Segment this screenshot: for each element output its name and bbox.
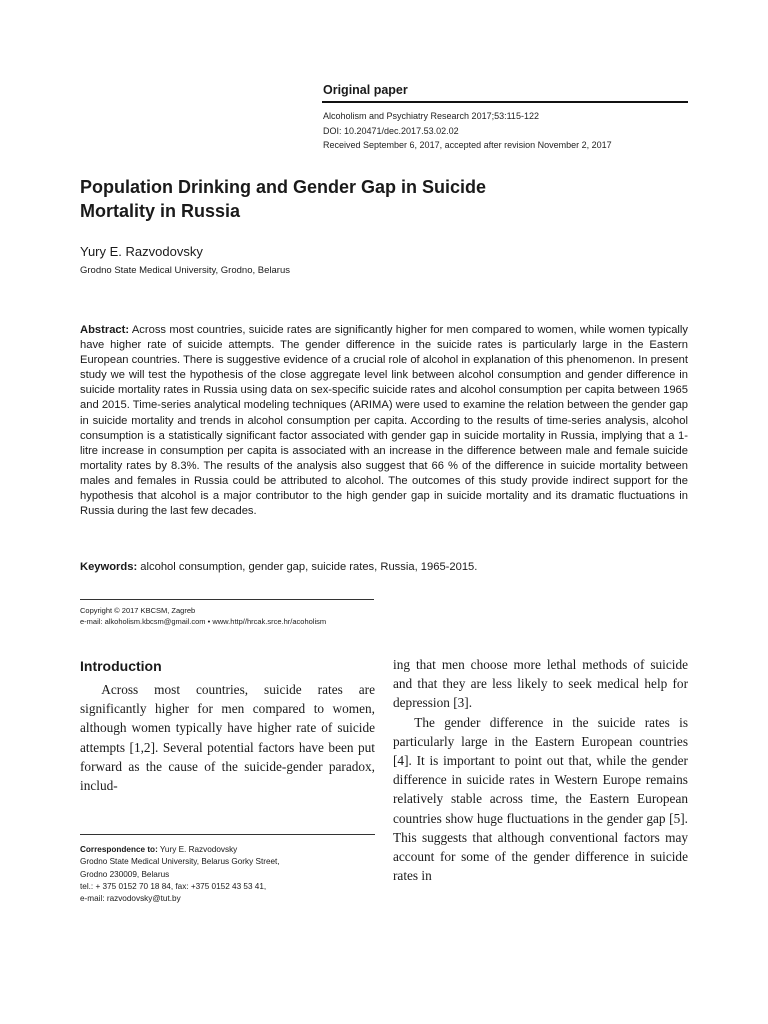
correspondence-address: Grodno State Medical University, Belarus Gorky Street, xyxy=(80,857,280,867)
title-line-1: Population Drinking and Gender Gap in Suicide xyxy=(80,177,487,197)
correspondence-rule xyxy=(80,834,375,835)
abstract-label: Abstract: xyxy=(80,324,130,336)
journal-citation: Alcoholism and Psychiatry Research 2017;53:115-122 xyxy=(323,111,539,121)
copyright-rule xyxy=(80,599,374,600)
abstract xyxy=(80,323,688,519)
title-line-2: Mortality in Russia xyxy=(80,201,241,221)
header-rule xyxy=(322,101,688,103)
keywords xyxy=(80,561,688,573)
author-name: Yury E. Razvodovsky xyxy=(80,244,203,259)
correspondence-phone: tel.: + 375 0152 70 18 84, fax: +375 0152 43 53 41, xyxy=(80,881,267,891)
keywords-label: Keywords: xyxy=(80,561,138,573)
doi: DOI: 10.20471/dec.2017.53.02.02 xyxy=(323,126,459,136)
correspondence-name: Yury E. Razvodovsky xyxy=(157,845,238,854)
intro-paragraph-2: The gender difference in the suicide rates is particularly large in the Eastern European countries [4]. It is important to point out that, while the gender difference in suicide rates in Western Europe remains relatively stable across time, the Eastern European countries show huge fluctuations in the gender gap [5]. This suggests that although conventional factors may account for some of the gender difference in suicide rates in xyxy=(393,714,688,884)
abstract-text: Across most countries, suicide rates are significantly higher for men compared to women, while women typically have higher rate of suicide attempts. The gender difference in the suicide rates is particularly large in the Eastern European countries. There is suggestive evidence of a crucial role of alcohol in explanation of this phenomenon. In present study we will test the hypothesis of the close aggregate level link between alcohol consumption and gender difference in suicide mortality rates in Russia using data on sex-specific suicide rates and alcohol consumption per capita between 1965 and 2015. Time-series analytical modeling techniques (ARIMA) were used to examine the relation between the gender gap in suicide mortality and trends in alcohol consumption per capita. According to the results of time-series analysis, alcohol consumption is a statistically significant factor associated with gender gap in suicide mortality in Russia, implying that a 1-litre increase in consumption per capita is associated with an increase in the difference between male and female suicide mortality rates by 8.3%. The results of the analysis also suggest that 66 % of the difference in suicide mortality between males and females in Russia could be attributed to alcohol. The outcomes of this study provide indirect support for the hypothesis that alcohol is a major contributor to the high gender gap in suicide mortality and its dramatic fluctuations in Russia during the last few decades. xyxy=(80,324,688,518)
paper-title xyxy=(80,175,600,223)
correspondence-label: Correspondence to: xyxy=(80,845,158,854)
article-type-label: Original paper xyxy=(323,83,408,97)
correspondence-city: Grodno 230009, Belarus xyxy=(80,869,170,879)
keywords-text: alcohol consumption, gender gap, suicide rates, Russia, 1965-2015. xyxy=(137,561,478,573)
journal-contact-line: e-mail: alkoholism.kbcsm@gmail.com • www.http//hrcak.srce.hr/acoholism xyxy=(80,617,327,626)
author-affiliation: Grodno State Medical University, Grodno, Belarus xyxy=(80,265,290,276)
copyright-line: Copyright © 2017 KBCSM, Zagreb xyxy=(80,606,196,615)
introduction-heading: Introduction xyxy=(80,658,162,674)
correspondence-email: e-mail: razvodovsky@tut.by xyxy=(80,894,181,904)
intro-column-2 xyxy=(393,655,688,885)
correspondence-block xyxy=(80,844,380,905)
intro-column-1: Across most countries, suicide rates are significantly higher for men compared to women, although women typically have higher rate of suicide attempts [1,2]. Several potential factors have been put forward as the cause of the suicide-gender paradox, includ- xyxy=(80,682,375,794)
copyright-block xyxy=(80,605,326,627)
intro-paragraph-continued: ing that men choose more lethal methods of suicide and that they are less likely to seek medical help for depression [3]. xyxy=(393,657,688,711)
received-date: Received September 6, 2017, accepted after revision November 2, 2017 xyxy=(323,140,612,150)
